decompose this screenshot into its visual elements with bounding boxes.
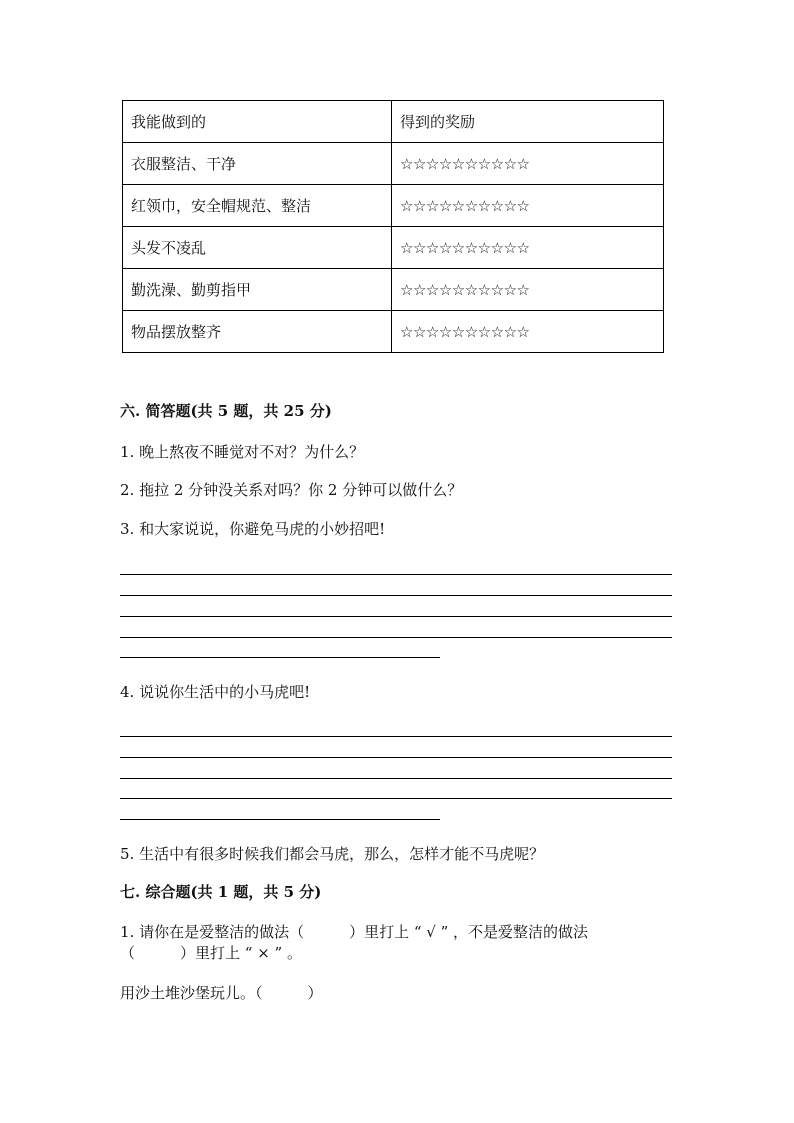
table-row xyxy=(123,143,664,185)
question-7-1-line2: （ ）里打上 “ × ” 。 xyxy=(120,944,302,962)
question-2: 2. 拖拉 2 分钟没关系对吗？你 2 分钟可以做什么？ xyxy=(120,481,463,499)
question-5: 5. 生活中有很多时候我们都会马虎，那么，怎样才能不马虎呢？ xyxy=(120,845,545,863)
section7-title: 七. 综合题(共 1 题，共 5 分) xyxy=(120,883,322,901)
answer-line[interactable] xyxy=(120,778,672,779)
section6-title: 六. 简答题(共 5 题，共 25 分) xyxy=(120,402,332,420)
answer-line[interactable] xyxy=(120,657,440,658)
reward-table xyxy=(122,100,664,353)
table-cell-stars: ☆☆☆☆☆☆☆☆☆☆ xyxy=(392,143,664,185)
question-7-1-item: 用沙土堆沙堡玩儿。（ ） xyxy=(120,984,323,1002)
table-cell-item: 头发不凌乱 xyxy=(123,227,392,269)
table-row xyxy=(123,185,664,227)
table-row xyxy=(123,311,664,353)
answer-line[interactable] xyxy=(120,736,672,737)
table-header-row xyxy=(123,101,664,143)
answer-line[interactable] xyxy=(120,819,440,820)
answer-line[interactable] xyxy=(120,595,672,596)
table-header-cell: 我能做到的 xyxy=(123,101,392,143)
table-cell-item: 物品摆放整齐 xyxy=(123,311,392,353)
table-cell-item: 勤洗澡、勤剪指甲 xyxy=(123,269,392,311)
table-header-cell: 得到的奖励 xyxy=(392,101,664,143)
answer-line[interactable] xyxy=(120,616,672,617)
question-4: 4. 说说你生活中的小马虎吧! xyxy=(120,683,311,701)
question-3: 3. 和大家说说，你避免马虎的小妙招吧! xyxy=(120,520,386,538)
table-cell-item: 衣服整洁、干净 xyxy=(123,143,392,185)
question-1: 1. 晚上熬夜不睡觉对不对？为什么？ xyxy=(120,443,365,461)
table-cell-stars: ☆☆☆☆☆☆☆☆☆☆ xyxy=(392,311,664,353)
table-cell-item: 红领巾，安全帽规范、整洁 xyxy=(123,185,392,227)
table-row xyxy=(123,269,664,311)
answer-line[interactable] xyxy=(120,574,672,575)
table-row xyxy=(123,227,664,269)
answer-line[interactable] xyxy=(120,637,672,638)
table-cell-stars: ☆☆☆☆☆☆☆☆☆☆ xyxy=(392,185,664,227)
table-cell-stars: ☆☆☆☆☆☆☆☆☆☆ xyxy=(392,227,664,269)
answer-line[interactable] xyxy=(120,757,672,758)
question-7-1-line1: 1. 请你在是爱整洁的做法（ ）里打上 “ √ ” ，不是爱整洁的做法 xyxy=(120,923,589,941)
answer-line[interactable] xyxy=(120,798,672,799)
table-cell-stars: ☆☆☆☆☆☆☆☆☆☆ xyxy=(392,269,664,311)
